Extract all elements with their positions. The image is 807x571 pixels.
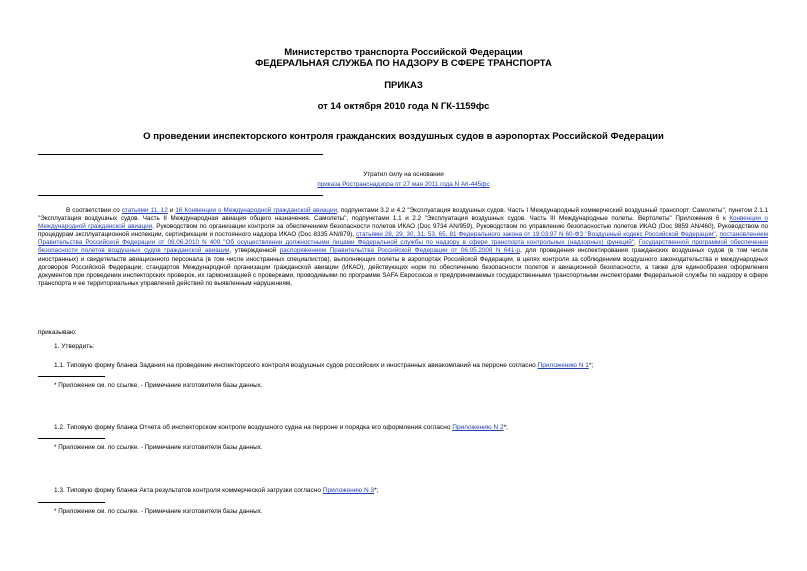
item-1-1-text: 1.1. Типовую форму бланка Задания на проведение инспекторского контроля воздушных судов российских и иностранных авиакомпаний на перроне согласно <box>54 362 538 369</box>
government-decree-link[interactable]: постановлением Правительства Российской Федерации от 09.06.2010 N 409 "Об осуществлении должностными лицами Федеральной службы по надзору в сфере транспорта контрольных (надзорных) функций" <box>38 231 768 247</box>
air-code-link[interactable]: статьями 28, 29, 30, 31, 53, 65, 81 Федерального закона от 19.03.97 N 60-ФЗ "Воздушный кодекс Российской Федерации" <box>356 231 716 239</box>
doc-date-number: от 14 октября 2010 года N ГК-1159фс <box>317 101 490 112</box>
footnote-2: * Приложение см. по ссылке. - Примечание изготовителя базы данных. <box>54 444 263 451</box>
footnote-1: * Приложение см. по ссылке. - Примечание изготовителя базы данных. <box>54 382 263 389</box>
preamble-text: , утвержденной <box>229 247 280 255</box>
order-word: приказываю: <box>38 329 77 336</box>
government-order-link[interactable]: распоряжением Правительства Российской Федерации от 06.05.2008 N 641-р <box>279 247 521 255</box>
item-1-2-tail: *; <box>503 424 508 431</box>
preamble-text: , Руководством по организации контроля за обеспечением безопасности полетов ИКАО (Doc 9734 AN/959), Руководством по управлению безопасностью полетов ИКАО (Doc 9859 AN/460), Руководством по процедурам эксплуатационной инспекции, сертификации и постоянного надзора ИКАО (Doc 8335 AN/879), <box>38 223 769 239</box>
item-1-2-text: 1.2. Типовую форму бланка Отчета об инспекторском контроле воздушного судна на перроне и порядка его оформления согласно <box>54 424 453 431</box>
appendix-1-link[interactable]: Приложению N 1 <box>537 362 589 369</box>
footnote-separator <box>38 376 105 377</box>
preamble-text: , подпунктами 3.2 и 4.2 "Эксплуатация воздушных судов. Часть I Международный коммерческий воздушный транспорт. Самолеты", пунктом 2.1.1 "Эксплуатация воздушных судов. Часть II Международная авиация общего назначения. Самолеты", подпунктами 1.1 и 2.2 "Эксплуатация воздушных судов. Часть III Международные полеты. Вертолеты" Приложения 6 к <box>38 207 768 223</box>
separator-bottom <box>38 195 323 196</box>
preamble-text: и <box>167 207 176 214</box>
service-name: ФЕДЕРАЛЬНАЯ СЛУЖБА ПО НАДЗОРУ В СФЕРЕ ТРАНСПОРТА <box>255 58 552 69</box>
item-1-1-tail: *; <box>588 362 594 369</box>
preamble-text: , <box>634 239 639 247</box>
approve-heading: 1. Утвердить: <box>54 343 95 350</box>
item-1-3 <box>54 487 378 494</box>
preamble-text: В соответствии со <box>66 207 122 214</box>
preamble-text: , для проведения инспектирования гражданских воздушных судов (в том числе иностранных) и свидетельств авиационного персонала (в том числе иностранных специалистов), выполняющих полеты в аэропортах Российской Федерации, в целях контроля за соблюдением воздушного законодательства и международных договоров Российской Федерации, стандартов Международной организации гражданской авиации (ИКАО), действующих норм по обеспечению безопасности полетов и авиационной безопасности, а также для единообразия оформления документов при проведении инспекторских проверок, их гармонизацией с проверками, проводимыми по программе SAFA Евросоюза и предпринимаемых государственными транспортными инспекторами Федеральной службы по надзору в сфере транспорта и ее территориальных управлений действий по выявленным нарушениям, <box>38 247 769 287</box>
appendix-3-link[interactable]: Приложению N 3 <box>322 487 375 494</box>
status-line: Утратил силу на основании <box>363 171 444 178</box>
item-1-3-tail: *; <box>374 487 379 494</box>
appendix-2-link[interactable]: Приложению N 2 <box>452 424 504 431</box>
preamble-paragraph <box>38 207 768 288</box>
articles-link[interactable]: статьями 11, 12 <box>121 207 168 214</box>
footnote-3: * Приложение см. по ссылке. - Примечание изготовителя базы данных. <box>54 508 263 515</box>
doc-type: ПРИКАЗ <box>384 80 423 91</box>
separator-top <box>38 154 323 155</box>
item-1-3-text: 1.3. Типовую форму бланка Акта результатов контроля коммерческой загрузки согласно <box>54 487 323 494</box>
footnote-separator <box>38 502 105 503</box>
item-1-1 <box>54 362 593 369</box>
status-link-wrap <box>0 181 807 189</box>
preamble-text: , <box>715 231 720 239</box>
item-1-2 <box>54 424 508 431</box>
convention-link[interactable]: 16 Конвенции о Международной гражданской авиации <box>175 207 338 214</box>
state-program-link[interactable]: Государственной программой обеспечения безопасности полетов воздушных судов гражданской авиации <box>38 239 769 255</box>
convention-link-2[interactable]: Конвенции о Международной гражданской авиации <box>38 215 769 231</box>
footnote-separator <box>38 438 105 439</box>
doc-title: О проведении инспекторского контроля гражданских воздушных судов в аэропортах Российской Федерации <box>143 131 664 142</box>
repeal-order-link[interactable]: приказа Ространснадзора от 27 мая 2011 года N АК-445фс <box>317 181 490 188</box>
ministry-name: Министерство транспорта Российской Федерации <box>284 47 523 58</box>
